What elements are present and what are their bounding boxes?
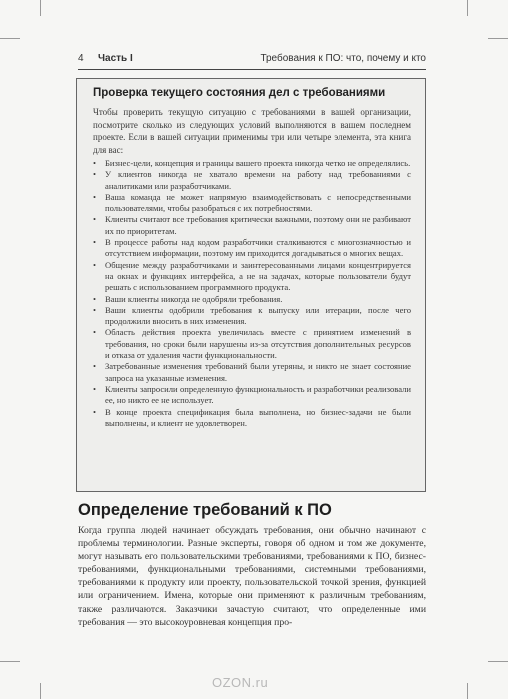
- page-number: 4: [78, 53, 84, 64]
- list-item-text: Общение между разработчиками и заинтересованными лицами концентрируется на окнах и функциях интерфейса, а не на задачах, которые пользователи будут решать с использованием программного продукта.: [105, 259, 411, 293]
- list-item: [93, 294, 411, 305]
- crop-mark: [488, 38, 508, 39]
- ozon-watermark: OZON.ru: [212, 675, 269, 690]
- chapter-label: Часть I: [98, 53, 133, 64]
- list-item: [93, 169, 411, 192]
- running-title: Требования к ПО: что, почему и кто: [260, 53, 426, 64]
- list-item-text: У клиентов никогда не хватало времени на работу над требованиями с аналитиками или разработчиками.: [105, 169, 411, 191]
- list-item: [93, 407, 411, 430]
- sidebar-checklist: [93, 158, 411, 429]
- crop-mark: [40, 683, 41, 699]
- bullet-icon: •: [93, 158, 97, 168]
- sidebar-intro: Чтобы проверить текущую ситуацию с требованиями в вашей организации, посмотрите сколько из следующих условий выполняются в вашем последнем проекте. Если в вашей ситуации применимы три или четыре элемента, эта книга для вас:: [93, 107, 411, 155]
- running-header: [78, 50, 426, 66]
- bullet-icon: •: [93, 406, 97, 417]
- bullet-icon: •: [93, 214, 97, 225]
- section-paragraph: Когда группа людей начинает обсуждать требования, они обычно начинают с проблемы терминологии. Разные эксперты, говоря об одном и том же документе, могут называть его пользовательскими требованиями, требованиями к ПО, бизнес-требованиями, функциональными требованиями, системными требованиями, требованиями к продукту или проекту, пользовательской точкой зрения, функцией или ограничением. Имена, которые они применяют к различным требованиям, также различаются. Заказчики зачастую считают, что определенные ими требования — это высокоуровневая концепция про-: [78, 525, 426, 628]
- crop-mark: [40, 0, 41, 16]
- header-rule: [78, 69, 426, 70]
- bullet-icon: •: [93, 191, 97, 202]
- bullet-icon: •: [93, 169, 97, 180]
- bullet-icon: •: [93, 361, 97, 372]
- list-item: [93, 192, 411, 215]
- list-item-text: Ваши клиенты никогда не одобряли требования.: [105, 293, 283, 304]
- list-item: [93, 260, 411, 294]
- crop-mark: [488, 661, 508, 662]
- list-item: [93, 361, 411, 384]
- list-item-text: Затребованные изменения требований были утеряны, и никто не знает состояние запроса на указанные изменения.: [105, 361, 411, 383]
- crop-mark: [467, 0, 468, 16]
- list-item-text: Бизнес-цели, концепция и границы вашего проекта никогда четко не определялись.: [105, 158, 411, 168]
- list-item-text: Ваши клиенты одобрили требования к выпуску или итерации, после чего продолжили вносить в них изменения.: [105, 304, 411, 327]
- list-item-text: В конце проекта спецификация была выполнена, но бизнес-задачи не были выполнены, и клиент не удовлетворен.: [105, 406, 411, 428]
- crop-mark: [0, 38, 20, 39]
- list-item-text: В процессе работы над кодом разработчики сталкиваются с многозначностью и отсутствием информации, поэтому им приходится догадываться о многих вещах.: [105, 237, 411, 259]
- bullet-icon: •: [93, 293, 97, 304]
- list-item-text: Ваша команда не может напрямую взаимодействовать с непосредственными пользователями, чтобы разобраться с их потребностями.: [105, 191, 411, 214]
- list-item: [93, 384, 411, 407]
- list-item: [93, 214, 411, 237]
- sidebar-box: [76, 78, 426, 492]
- section-heading: Определение требований к ПО: [78, 501, 332, 519]
- list-item: [93, 158, 411, 169]
- list-item: [93, 305, 411, 328]
- sidebar-title: Проверка текущего состояния дел с требованиями: [93, 87, 386, 99]
- bullet-icon: •: [93, 383, 97, 394]
- crop-mark: [467, 683, 468, 699]
- crop-mark: [0, 661, 20, 662]
- bullet-icon: •: [93, 259, 97, 270]
- list-item-text: Клиенты запросили определенную функциональность и разработчики реализовали ее, но никто ее не использует.: [105, 383, 411, 406]
- bullet-icon: •: [93, 304, 97, 315]
- list-item-text: Область действия проекта увеличилась вместе с принятием изменений в требования, но сроки были нарушены из-за отсутствия дополнительных ресурсов и отказа от удаления части функциональности.: [105, 327, 411, 361]
- list-item: [93, 327, 411, 361]
- list-item-text: Клиенты считают все требования критически важными, поэтому они не разбивают их по приоритетам.: [105, 214, 411, 236]
- list-item: [93, 237, 411, 260]
- bullet-icon: •: [93, 237, 97, 248]
- bullet-icon: •: [93, 327, 97, 338]
